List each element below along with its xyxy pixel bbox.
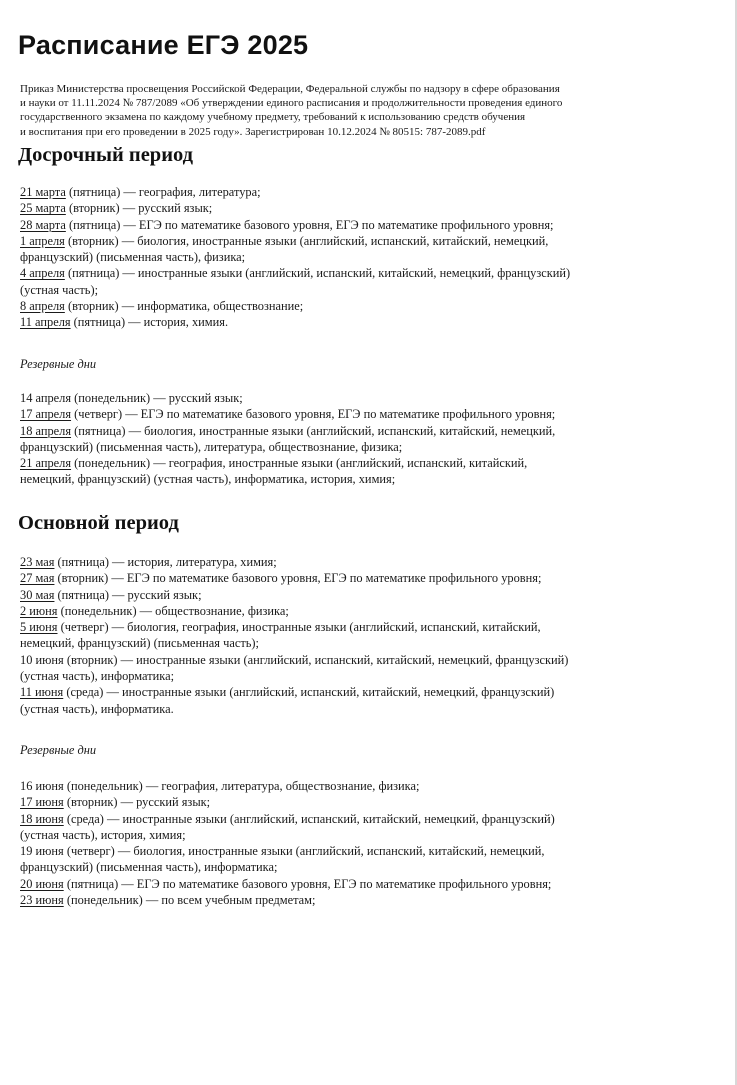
exam-subjects: (вторник) — русский язык; [63,795,211,810]
exam-date: 18 апреля [20,423,72,438]
page-title: Расписание ЕГЭ 2025 [18,30,309,60]
exam-subjects: (вторник) — иностранные языки (английский, испанский, китайский, немецкий, французский) [63,652,569,667]
exam-subjects: (пятница) — русский язык; [54,587,202,602]
exam-date: 30 мая [20,587,55,602]
exam-subjects: немецкий, французский) (устная часть), информатика, история, химия; [20,472,396,487]
exam-subjects: (пятница) — иностранные языки (английский, испанский, китайский, немецкий, французский) [64,266,571,281]
exam-date: 11 июня [20,685,64,700]
exam-subjects: (пятница) — ЕГЭ по математике базового уровня, ЕГЭ по математике профильного уровня; [65,217,554,232]
exam-subjects: (пятница) — география, литература; [65,185,261,199]
exam-date: 10 июня [20,652,64,667]
exam-date: 28 марта [20,217,66,232]
schedule-entry [20,184,670,200]
exam-date: 5 июня [20,620,58,635]
exam-date: 16 июня [20,779,64,793]
exam-subjects: (устная часть), история, химия; [20,827,186,842]
main-reserve-label: Резервные дни [20,743,97,757]
exam-subjects: французский) (письменная часть), литература, обществознание, физика; [20,439,403,454]
early-reserve-list [20,390,670,488]
schedule-entry [20,843,670,859]
exam-date: 23 июня [20,893,64,908]
exam-subjects: (четверг) — биология, география, иностранные языки (английский, испанский, китайский, [57,620,541,635]
exam-subjects: (пятница) — ЕГЭ по математике базового уровня, ЕГЭ по математике профильного уровня; [63,876,552,891]
schedule-entry [20,314,670,330]
exam-date: 11 апреля [20,315,71,330]
exam-subjects: (пятница) — история, химия. [70,315,229,330]
schedule-entry [20,455,670,471]
exam-subjects: (вторник) — ЕГЭ по математике базового уровня, ЕГЭ по математике профильного уровня; [54,571,542,586]
exam-date: 27 мая [20,571,55,586]
schedule-entry-continuation [20,827,670,843]
schedule-entry [20,684,670,700]
schedule-entry [20,619,670,635]
schedule-entry [20,265,670,281]
schedule-entry [20,587,670,603]
schedule-entry [20,233,670,249]
exam-date: 8 апреля [20,299,65,314]
order-reference [20,82,660,139]
main-period-list [20,554,670,717]
exam-date: 23 мая [20,555,55,569]
exam-date: 19 июня [20,844,64,859]
schedule-entry [20,217,670,233]
exam-subjects: (четверг) — биология, иностранные языки (английский, испанский, китайский, немецкий, [63,844,545,859]
exam-date: 17 июня [20,795,64,810]
exam-subjects: (понедельник) — география, иностранные языки (английский, испанский, китайский, [71,456,528,471]
schedule-entry [20,811,670,827]
schedule-entry [20,603,670,619]
exam-date: 25 марта [20,201,66,216]
exam-subjects: французский) (письменная часть), физика; [20,250,246,265]
exam-subjects: немецкий, французский) (письменная часть); [20,636,259,651]
exam-subjects: (понедельник) — обществознание, физика; [57,603,289,618]
schedule-entry [20,554,670,570]
exam-subjects: (вторник) — русский язык; [65,201,213,216]
schedule-entry-continuation [20,668,670,684]
exam-date: 14 апреля [20,391,72,405]
schedule-entry [20,892,670,908]
schedule-entry-continuation [20,249,670,265]
exam-subjects: (понедельник) — география, литература, обществознание, физика; [63,779,420,793]
schedule-entry [20,876,670,892]
order-line: и науки от 11.11.2024 № 787/2089 «Об утверждении единого расписания и продолжительности проведения единого [20,97,563,110]
exam-subjects: (пятница) — история, литература, химия; [54,555,277,569]
main-reserve-list [20,778,670,908]
exam-subjects: (пятница) — биология, иностранные языки (английский, испанский, китайский, немецкий, [71,423,556,438]
schedule-entry [20,423,670,439]
exam-subjects: (устная часть), информатика. [20,701,174,716]
exam-subjects: (вторник) — биология, иностранные языки (английский, испанский, китайский, немецкий, [64,233,549,248]
schedule-entry-continuation [20,859,670,875]
schedule-entry [20,298,670,314]
schedule-entry-continuation [20,439,670,455]
early-main-list [20,184,670,331]
schedule-entry [20,200,670,216]
schedule-entry-continuation [20,635,670,651]
exam-date: 21 апреля [20,456,72,471]
exam-date: 17 апреля [20,407,72,422]
order-line: и воспитания при его проведении в 2025 году». Зарегистрирован 10.12.2024 № 80515: 787-2089.pdf [20,125,486,138]
schedule-entry-continuation [20,471,670,487]
schedule-entry [20,406,670,422]
schedule-entry [20,390,670,406]
order-line: Приказ Министерства просвещения Российской Федерации, Федеральной службы по надзору в сфере образования [20,83,560,95]
exam-subjects: (устная часть); [20,282,99,297]
exam-subjects: (четверг) — ЕГЭ по математике базового уровня, ЕГЭ по математике профильного уровня; [71,407,556,422]
exam-subjects: (понедельник) — по всем учебным предметам; [63,893,316,908]
early-reserve-label: Резервные дни [20,357,97,371]
early-period-heading: Досрочный период [18,144,194,166]
exam-subjects: (понедельник) — русский язык; [71,391,243,405]
exam-subjects: (устная часть), информатика; [20,669,175,684]
schedule-entry [20,570,670,586]
exam-date: 1 апреля [20,233,65,248]
schedule-entry-continuation [20,282,670,298]
exam-subjects: (среда) — иностранные языки (английский, испанский, китайский, немецкий, французский) [63,685,555,700]
exam-subjects: (среда) — иностранные языки (английский, испанский, китайский, немецкий, французский) [63,811,555,826]
exam-subjects: французский) (письменная часть), информатика; [20,860,278,875]
exam-date: 4 апреля [20,266,65,281]
schedule-entry-continuation [20,701,670,717]
exam-date: 18 июня [20,811,64,826]
exam-date: 2 июня [20,603,58,618]
schedule-entry [20,778,670,794]
exam-date: 20 июня [20,876,64,891]
exam-subjects: (вторник) — информатика, обществознание; [64,299,304,314]
order-line: государственного экзамена по каждому учебному предмету, требований к использованию средств обучения [20,111,526,124]
exam-date: 21 марта [20,185,66,199]
schedule-entry [20,794,670,810]
schedule-entry [20,652,670,668]
main-period-heading: Основной период [18,512,179,534]
